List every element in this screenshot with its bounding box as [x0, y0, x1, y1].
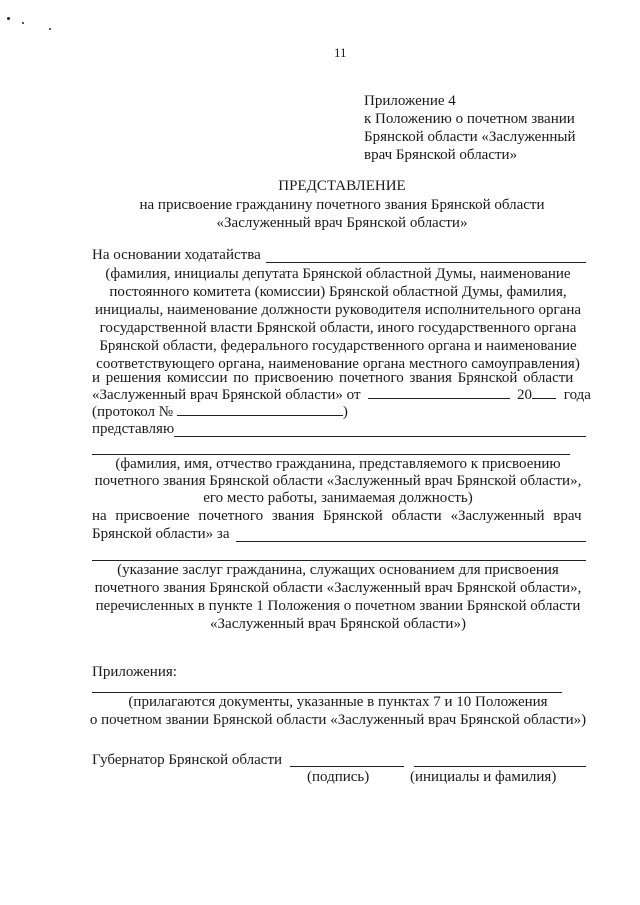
present-blank[interactable]: [174, 436, 586, 437]
decision-year-prefix: 20: [517, 387, 533, 403]
hint-attachments-2: о почетном звании Брянской области «Заслуженный врач Брянской области»): [89, 712, 587, 728]
name-blank[interactable]: [414, 766, 586, 767]
hint-nominee-1: (фамилия, имя, отчество гражданина, представляемого к присвоению: [115, 456, 561, 472]
hint-petitioner-5: Брянской области, федерального государственного органа и наименование: [99, 338, 577, 354]
hint-nominee-2: почетного звания Брянской области «Заслуженный врач Брянской области»,: [94, 473, 582, 489]
scan-speck: [49, 28, 51, 30]
hint-merits-2: почетного звания Брянской области «Заслуженный врач Брянской области»,: [94, 580, 582, 596]
signature-blank[interactable]: [290, 766, 404, 767]
page-number: 11: [334, 45, 347, 60]
scan-speck: [22, 22, 24, 24]
hint-nominee-3: его место работы, занимаемая должность): [203, 490, 473, 506]
hint-petitioner-4: государственной власти Брянской области, иного государственного органа: [99, 320, 577, 336]
present-blank-2[interactable]: [92, 454, 570, 455]
protocol-line: [92, 404, 348, 421]
decision-text: «Заслуженный врач Брянской области» от: [92, 387, 361, 403]
award-line-2: Брянской области» за: [92, 526, 230, 542]
hint-attachments-1: (прилагаются документы, указанные в пунктах 7 и 10 Положения: [128, 694, 548, 710]
scan-speck: [7, 17, 10, 20]
merits-blank-2[interactable]: [92, 560, 586, 561]
governor-label: Губернатор Брянской области: [92, 752, 283, 768]
hint-merits-1: (указание заслуг гражданина, служащих основанием для присвоения: [117, 562, 559, 578]
basis-label: На основании ходатайства: [92, 247, 261, 263]
hint-petitioner-1: (фамилия, инициалы депутата Брянской областной Думы, наименование: [105, 266, 571, 282]
hint-merits-4: «Заслуженный врач Брянской области»): [210, 616, 466, 632]
name-label: (инициалы и фамилия): [410, 769, 557, 785]
award-line-1: на присвоение почетного звания Брянской области «Заслуженный врач: [92, 508, 582, 524]
hint-merits-3: перечисленных в пункте 1 Положения о почетном звании Брянской области: [95, 598, 581, 614]
document-subtitle-1: на присвоение гражданину почетного звания Брянской области: [139, 197, 545, 213]
protocol-number-blank[interactable]: [177, 414, 343, 416]
appendix-line-2: к Положению о почетном звании: [364, 111, 575, 127]
merits-blank[interactable]: [236, 541, 586, 542]
protocol-close: ): [342, 404, 348, 420]
hint-petitioner-6: соответствующего органа, наименование органа местного самоуправления): [96, 356, 580, 372]
basis-blank[interactable]: [266, 262, 586, 263]
decision-line-2: [92, 387, 591, 404]
attachments-label: Приложения:: [92, 664, 177, 680]
hint-petitioner-2: постоянного комитета (комиссии) Брянской областной Думы, фамилия,: [109, 284, 567, 300]
appendix-line-1: Приложение 4: [364, 93, 456, 109]
document-subtitle-2: «Заслуженный врач Брянской области»: [216, 215, 468, 231]
document-title: ПРЕДСТАВЛЕНИЕ: [278, 178, 406, 194]
present-label: представляю: [92, 421, 175, 437]
appendix-line-3: Брянской области «Заслуженный: [364, 129, 576, 145]
decision-year-blank[interactable]: [532, 397, 556, 399]
decision-line-1: и решения комиссии по присвоению почетного звания Брянской области: [92, 370, 574, 386]
decision-year-suffix: года: [563, 387, 591, 403]
protocol-label: (протокол №: [92, 404, 174, 420]
attachments-blank[interactable]: [92, 692, 562, 693]
hint-petitioner-3: инициалы, наименование должности руководителя исполнительного органа: [94, 302, 582, 318]
decision-date-blank[interactable]: [368, 397, 510, 399]
appendix-line-4: врач Брянской области»: [364, 147, 518, 163]
signature-label: (подпись): [307, 769, 370, 785]
